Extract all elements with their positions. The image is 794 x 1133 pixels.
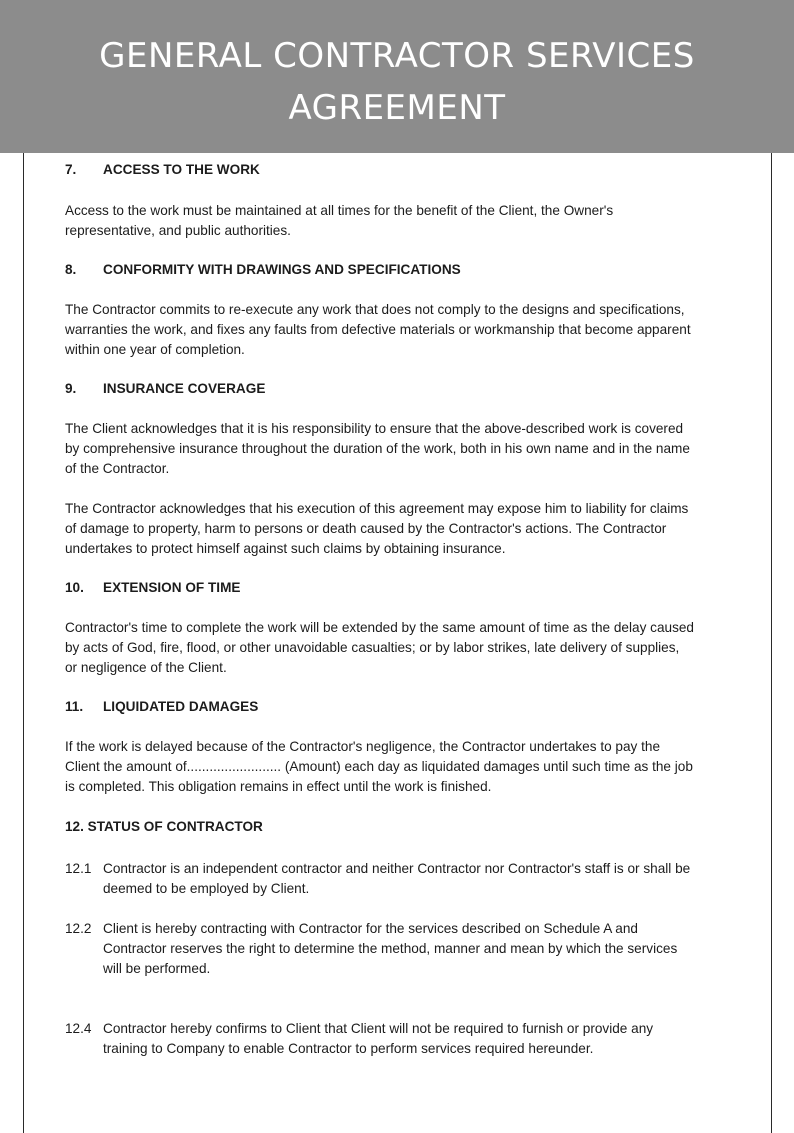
section-8-number: 8. [65, 262, 77, 277]
section-10-title: EXTENSION OF TIME [103, 580, 241, 595]
section-11-number: 11. [65, 699, 84, 714]
section-11-paragraph: If the work is delayed because of the Contractor's negligence, the Contractor undertakes to pay the Client the amount of......................... (Amount) each day as liquidated damages until such time as the job is completed. This obligation remains in effect until the work is finished. [65, 739, 693, 794]
section-11-title: LIQUIDATED DAMAGES [103, 699, 259, 714]
title-banner [0, 0, 794, 153]
section-10-number: 10. [65, 580, 84, 595]
section-9-title: INSURANCE COVERAGE [103, 381, 266, 396]
section-7-heading [65, 160, 695, 180]
section-7-title: ACCESS TO THE WORK [103, 162, 260, 177]
section-11-heading [65, 697, 695, 717]
clause-12-2-number: 12.2 [65, 921, 92, 936]
section-10-paragraph: Contractor's time to complete the work will be extended by the same amount of time as the delay caused by acts of God, fire, flood, or other unavoidable casualties; or by labor strikes, late delivery of supplies, or negligence of the Client. [65, 620, 694, 675]
section-12-title: 12. STATUS OF CONTRACTOR [65, 819, 263, 834]
section-10-heading [65, 578, 695, 598]
section-9-number: 9. [65, 381, 77, 396]
section-9-paragraph-2: The Contractor acknowledges that his execution of this agreement may expose him to liability for claims of damage to property, harm to persons or death caused by the Contractor's actions. The Contractor undertakes to protect himself against such claims by obtaining insurance. [65, 501, 689, 556]
document-content [65, 160, 695, 1059]
clause-12-4-text: Contractor hereby confirms to Client that Client will not be required to furnish or provide any training to Company to enable Contractor to perform services required hereunder. [103, 1021, 654, 1056]
clause-12-2 [65, 919, 695, 979]
section-9-paragraph-1: The Client acknowledges that it is his responsibility to ensure that the above-described work is covered by comprehensive insurance throughout the duration of the work, both in his own name and in the name of the Contractor. [65, 421, 690, 476]
clause-12-1 [65, 859, 695, 899]
clause-12-2-text: Client is hereby contracting with Contractor for the services described on Schedule A and Contractor reserves the right to determine the method, manner and mean by which the services will be performed. [103, 921, 678, 976]
section-8-heading [65, 260, 695, 280]
banner-title-line-2: AGREEMENT [288, 88, 506, 128]
clause-12-4-number: 12.4 [65, 1021, 92, 1036]
section-12-heading [65, 817, 695, 837]
section-7-paragraph: Access to the work must be maintained at all times for the benefit of the Client, the Owner's representative, and public authorities. [65, 203, 614, 238]
banner-title-line-1: GENERAL CONTRACTOR SERVICES [99, 36, 695, 76]
section-7-number: 7. [65, 162, 77, 177]
section-9-heading [65, 379, 695, 399]
section-8-title: CONFORMITY WITH DRAWINGS AND SPECIFICATIONS [103, 262, 461, 277]
clause-12-4 [65, 1019, 695, 1059]
clause-12-1-number: 12.1 [65, 861, 92, 876]
clause-12-1-text: Contractor is an independent contractor and neither Contractor nor Contractor's staff is or shall be deemed to be employed by Client. [103, 861, 691, 896]
section-8-paragraph: The Contractor commits to re-execute any work that does not comply to the designs and specifications, warranties the work, and fixes any faults from defective materials or workmanship that become apparent within one year of completion. [65, 302, 691, 357]
